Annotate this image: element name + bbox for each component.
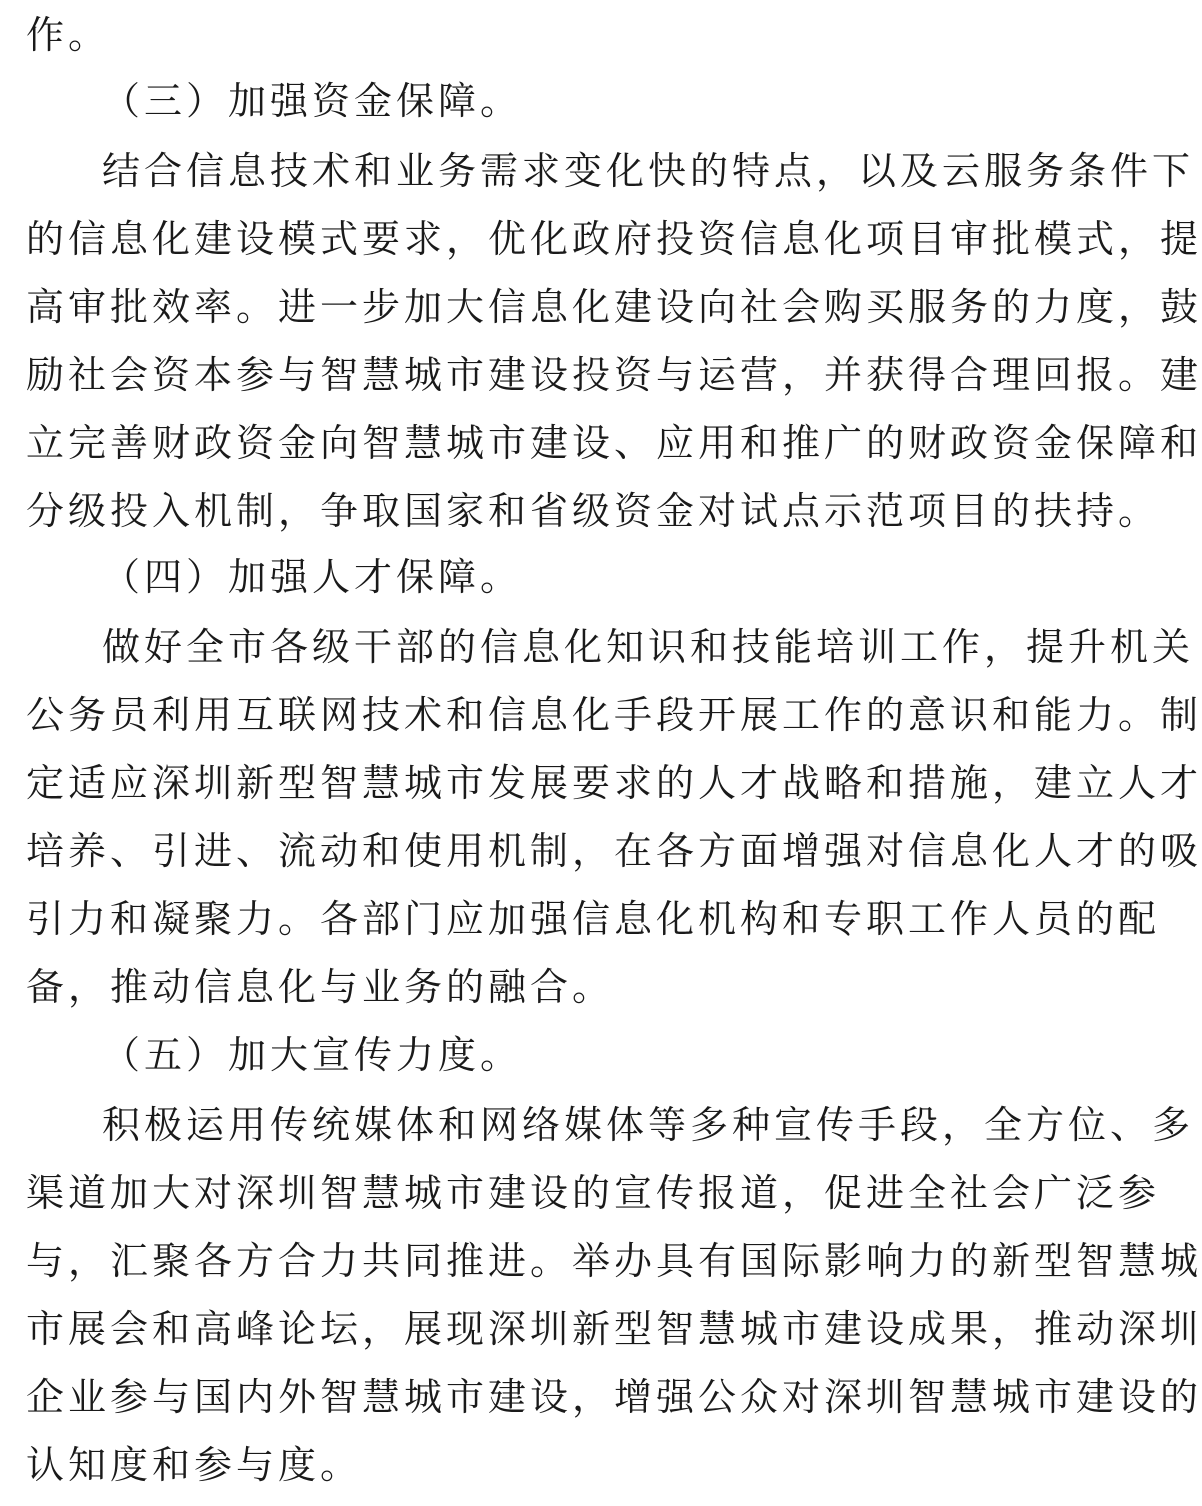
section-heading-4: （四）加强人才保障。 <box>102 555 523 599</box>
paragraph-line: 企业参与国内外智慧城市建设，增强公众对深圳智慧城市建设的 <box>26 1375 1202 1419</box>
paragraph-line: 公务员利用互联网技术和信息化手段开展工作的意识和能力。制 <box>26 693 1202 737</box>
paragraph-line: 的信息化建设模式要求，优化政府投资信息化项目审批模式，提 <box>26 217 1202 261</box>
section-heading-3: （三）加强资金保障。 <box>102 79 523 123</box>
paragraph-line: 高审批效率。进一步加大信息化建设向社会购买服务的力度，鼓 <box>26 285 1202 329</box>
section-heading-5: （五）加大宣传力度。 <box>102 1033 523 1077</box>
paragraph-line: 结合信息技术和业务需求变化快的特点，以及云服务条件下 <box>102 149 1195 193</box>
paragraph-line: 与，汇聚各方合力共同推进。举办具有国际影响力的新型智慧城 <box>26 1239 1202 1283</box>
paragraph-line: 励社会资本参与智慧城市建设投资与运营，并获得合理回报。建 <box>26 353 1202 397</box>
paragraph-line: 备，推动信息化与业务的融合。 <box>26 965 615 1009</box>
paragraph-line: 作。 <box>26 13 111 57</box>
paragraph-line: 培养、引进、流动和使用机制，在各方面增强对信息化人才的吸 <box>26 829 1202 873</box>
paragraph-line: 引力和凝聚力。各部门应加强信息化机构和专职工作人员的配 <box>26 897 1161 941</box>
paragraph-line: 渠道加大对深圳智慧城市建设的宣传报道，促进全社会广泛参 <box>26 1171 1161 1215</box>
paragraph-line: 分级投入机制，争取国家和省级资金对试点示范项目的扶持。 <box>26 489 1161 533</box>
paragraph-line: 认知度和参与度。 <box>26 1443 363 1487</box>
paragraph-line: 定适应深圳新型智慧城市发展要求的人才战略和措施，建立人才 <box>26 761 1202 805</box>
paragraph-line: 积极运用传统媒体和网络媒体等多种宣传手段，全方位、多 <box>102 1103 1195 1147</box>
paragraph-line: 做好全市各级干部的信息化知识和技能培训工作，提升机关 <box>102 625 1195 669</box>
paragraph-line: 市展会和高峰论坛，展现深圳新型智慧城市建设成果，推动深圳 <box>26 1307 1202 1351</box>
paragraph-line: 立完善财政资金向智慧城市建设、应用和推广的财政资金保障和 <box>26 421 1202 465</box>
